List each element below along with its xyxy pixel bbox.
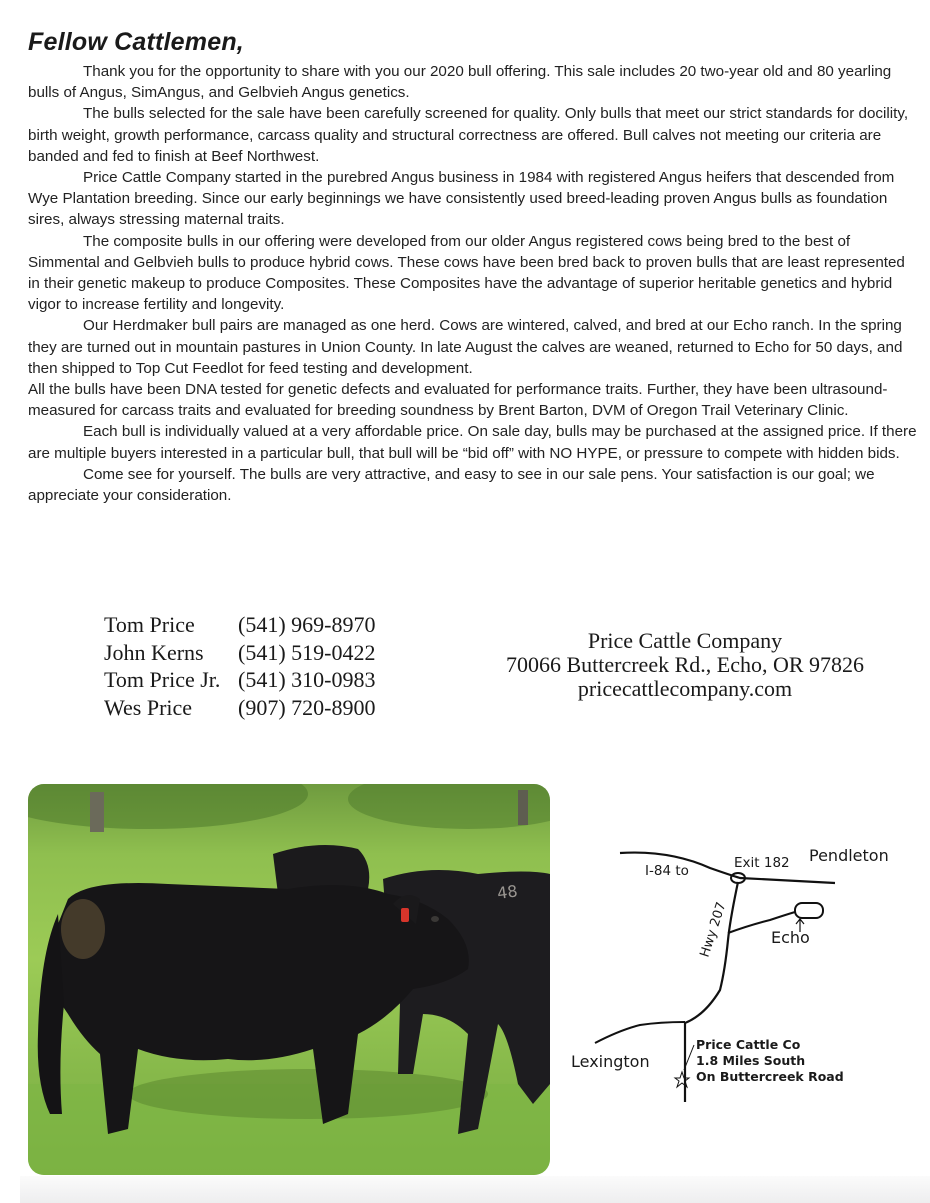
- bull-photo: [28, 784, 550, 1175]
- letter-heading: Fellow Cattlemen,: [28, 28, 244, 56]
- contact-row: [104, 666, 375, 694]
- highway-label: Hwy 207: [697, 900, 730, 960]
- ear-tag-number: 48: [495, 881, 519, 903]
- contact-phone: (541) 519-0422: [238, 639, 376, 665]
- interstate-label: I-84 to: [645, 863, 689, 879]
- location-map: [560, 840, 900, 1110]
- contact-phone: (907) 720-8900: [238, 694, 376, 720]
- paragraph-closing: Come see for yourself. The bulls are very attractive, and easy to see in our sale pens. Your satisfaction is our goal; we appreciate your consideration.: [28, 465, 875, 505]
- ear-tag-icon: [401, 908, 409, 922]
- exit-label: Exit 182: [734, 855, 790, 871]
- paragraph-testing: All the bulls have been DNA tested for genetic defects and evaluated for performance traits. Further, they have been ultrasound-measured for carcass traits and evaluated for breeding soundness by Brent Barton, DVM of Oregon Trail Veterinary Clinic.: [28, 381, 888, 420]
- contact-phone: (541) 969-8970: [238, 612, 376, 637]
- paragraph-intro: Thank you for the opportunity to share with you our 2020 bull offering. This sale includes 20 two-year old and 80 yearling bulls of Angus, SimAngus, and Gelbvieh Angus genetics.: [28, 63, 892, 102]
- paragraph-screening: The bulls selected for the sale have been carefully screened for quality. Only bulls that meet our strict standards for docility, birth weight, growth performance, carcass quality and structural correctness are offered. Bull calves not meeting our criteria are banded and fed to finish at Beef Northwest.: [28, 105, 909, 165]
- contact-row: [104, 694, 375, 722]
- company-info: [480, 629, 890, 701]
- contact-row: [104, 611, 375, 639]
- ranch-label-line3: On Buttercreek Road: [696, 1069, 844, 1084]
- echo-town-icon: [795, 903, 823, 918]
- city-pendleton-label: Pendleton: [809, 846, 889, 865]
- contact-name: Tom Price Jr.: [104, 667, 221, 692]
- paragraph-herdmaker: Our Herdmaker bull pairs are managed as one herd. Cows are wintered, calved, and bred at our Echo ranch. In the spring they are turned out in mountain pastures in Union County. In late August the calves are weaned, returned to Echo for 50 days, and then shipped to Top Cut Feedlot for feed testing and development.: [28, 317, 903, 377]
- company-address: 70066 Buttercreek Rd., Echo, OR 97826: [505, 652, 865, 677]
- city-lexington-label: Lexington: [571, 1052, 650, 1071]
- ranch-label-line2: 1.8 Miles South: [696, 1053, 806, 1068]
- paragraph-pricing: Each bull is individually valued at a very affordable price. On sale day, bulls may be purchased at the assigned price. If there are multiple buyers interested in a particular bull, that bull will be “bid off” with NO HYPE, or pressure to compete with hidden bids.: [28, 423, 917, 462]
- letter-body: [28, 61, 918, 506]
- contact-row: [104, 639, 375, 667]
- company-name: Price Cattle Company: [587, 628, 783, 653]
- town-echo-label: Echo: [771, 928, 810, 947]
- company-website: pricecattlecompany.com: [577, 676, 793, 701]
- contact-name: Wes Price: [104, 694, 193, 720]
- page-bottom-shadow: [20, 1176, 930, 1203]
- ranch-label-line1: Price Cattle Co: [696, 1037, 801, 1052]
- paragraph-history: Price Cattle Company started in the purebred Angus business in 1984 with registered Angus heifers that descended from Wye Plantation breeding. Since our early beginnings we have consistently used breed-leading proven Angus bulls as foundation sires, always stressing maternal traits.: [28, 169, 895, 229]
- ranch-star-icon: [675, 1072, 689, 1087]
- contact-name: John Kerns: [104, 639, 204, 665]
- paragraph-composites: The composite bulls in our offering were developed from our older Angus registered cows being bred to the best of Simmental and Gelbvieh bulls to produce hybrid cows. These cows have been bred back to proven bulls that are least represented in their genetic makeup to produce Composites. These Composites have the advantage of superior heritable genetics and hybrid vigor to increase fertility and longevity.: [28, 232, 905, 314]
- contact-phone: (541) 310-0983: [238, 667, 376, 692]
- bull-illustration: [28, 784, 550, 1175]
- contact-name: Tom Price: [104, 612, 195, 637]
- contact-list: [104, 611, 375, 721]
